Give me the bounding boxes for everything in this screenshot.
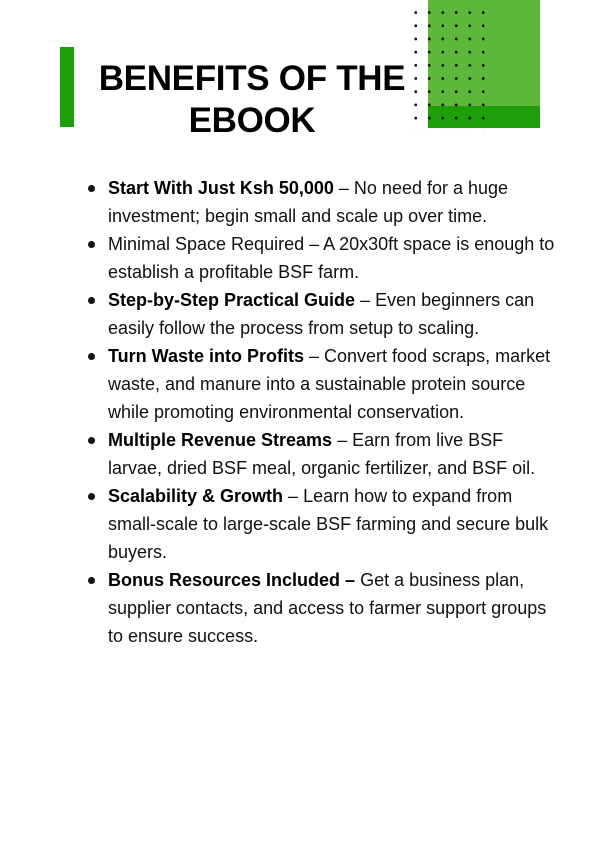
- benefit-item: [88, 174, 558, 230]
- benefit-title: Multiple Revenue Streams: [108, 430, 333, 450]
- bullet-dot-icon: [88, 297, 95, 304]
- bullet-dot-icon: [88, 185, 95, 192]
- benefit-description: Learn how to expand from small-scale to large-scale BSF farming and secure bulk buyers.: [108, 486, 549, 562]
- benefit-item: [88, 230, 558, 286]
- benefit-description: Get a business plan, supplier contacts, and access to farmer support groups to ensure success.: [108, 570, 547, 646]
- bullet-dot-icon: [88, 353, 95, 360]
- benefit-separator: –: [332, 430, 353, 450]
- benefit-description: Convert food scraps, market waste, and manure into a sustainable protein source while promoting environmental conservation.: [108, 346, 551, 422]
- benefit-description: Minimal Space Required – A 20x30ft space is enough to establish a profitable BSF farm.: [108, 234, 555, 282]
- benefit-item: [88, 342, 558, 426]
- benefit-separator: –: [355, 290, 376, 310]
- bullet-dot-icon: [88, 437, 95, 444]
- benefit-separator: –: [283, 486, 304, 506]
- bullet-dot-icon: [88, 241, 95, 248]
- benefit-title: Start With Just Ksh 50,000: [108, 178, 334, 198]
- page-title: BENEFITS OF THE EBOOK: [98, 59, 406, 140]
- benefit-title: Turn Waste into Profits: [108, 346, 304, 366]
- benefit-description: Earn from live BSF larvae, dried BSF meal, organic fertilizer, and BSF oil.: [108, 430, 536, 478]
- benefit-item: [88, 482, 558, 566]
- benefit-title: Bonus Resources Included –: [108, 570, 356, 590]
- benefit-separator: –: [333, 178, 354, 198]
- benefits-list: [88, 174, 558, 650]
- bullet-dot-icon: [88, 493, 95, 500]
- benefit-separator: –: [304, 346, 325, 366]
- benefit-title: Scalability & Growth: [108, 486, 284, 506]
- benefit-item: [88, 426, 558, 482]
- benefit-item: [88, 566, 558, 650]
- benefit-description: No need for a huge investment; begin small and scale up over time.: [108, 178, 509, 226]
- benefit-description: Even beginners can easily follow the process from setup to scaling.: [108, 290, 535, 338]
- accent-bar: [60, 47, 74, 127]
- bullet-dot-icon: [88, 577, 95, 584]
- benefit-title: Step-by-Step Practical Guide: [108, 290, 356, 310]
- dot-grid-decoration: [409, 6, 489, 130]
- benefit-item: [88, 286, 558, 342]
